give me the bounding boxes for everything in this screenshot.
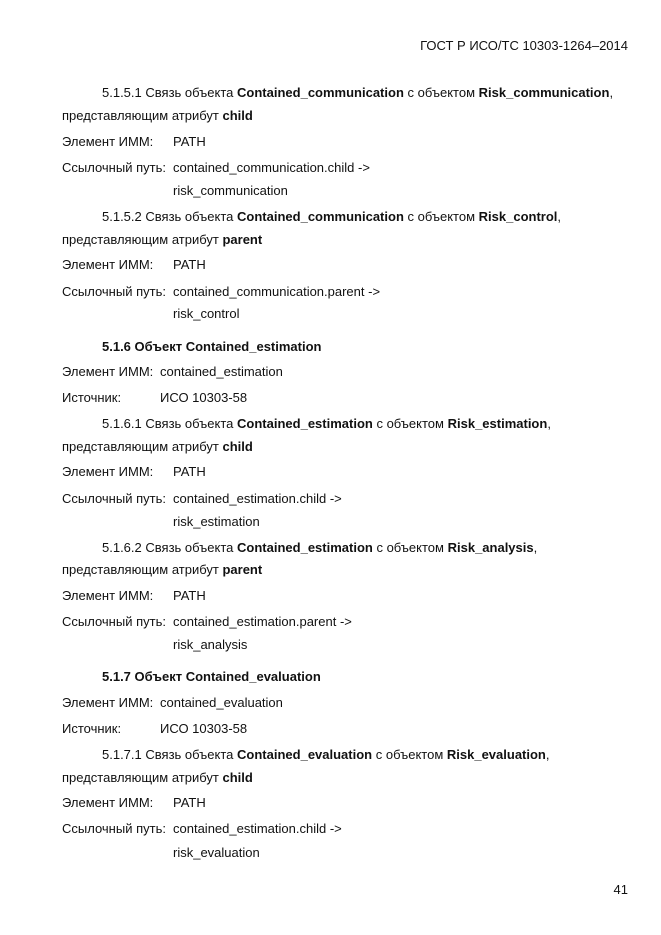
- reference-path-line-1: contained_communication.parent ->: [173, 284, 381, 299]
- reference-path-line-2: risk_estimation: [173, 514, 260, 529]
- arm-element-label: Элемент ИММ:: [62, 588, 154, 603]
- reference-path-line-2: risk_control: [173, 306, 240, 321]
- arm-element-label: Элемент ИММ:: [62, 464, 154, 479]
- reference-path-label: Ссылочный путь:: [62, 821, 166, 836]
- attribute-line: представляющим атрибут child: [62, 439, 253, 454]
- reference-path-line-2: risk_communication: [173, 183, 288, 198]
- arm-element-value: PATH: [173, 464, 206, 479]
- source-label: Источник:: [62, 721, 122, 736]
- arm-element-label: Элемент ИММ:: [62, 695, 154, 710]
- reference-path-label: Ссылочный путь:: [62, 614, 166, 629]
- attribute-line: представляющим атрибут parent: [62, 562, 263, 577]
- reference-path-line-1: contained_communication.child ->: [173, 160, 370, 175]
- document-code: ГОСТ Р ИСО/ТС 10303-1264–2014: [420, 38, 628, 53]
- clause-5-1-5-1: 5.1.5.1 Связь объекта Contained_communication с объектом Risk_communication,: [102, 85, 614, 100]
- reference-path-line-2: risk_analysis: [173, 637, 248, 652]
- reference-path-line-1: contained_estimation.parent ->: [173, 614, 352, 629]
- reference-path-label: Ссылочный путь:: [62, 491, 166, 506]
- source-value: ИСО 10303-58: [160, 390, 248, 405]
- reference-path-label: Ссылочный путь:: [62, 160, 166, 175]
- section-heading-5-1-7: 5.1.7 Объект Contained_evaluation: [102, 669, 321, 684]
- page-number: 41: [613, 882, 628, 897]
- source-value: ИСО 10303-58: [160, 721, 248, 736]
- attribute-line: представляющим атрибут child: [62, 770, 253, 785]
- reference-path-line-1: contained_estimation.child ->: [173, 491, 342, 506]
- arm-element-value: PATH: [173, 257, 206, 272]
- arm-element-value: PATH: [173, 134, 206, 149]
- arm-element-label: Элемент ИММ:: [62, 257, 154, 272]
- arm-element-value: PATH: [173, 795, 206, 810]
- arm-element-value: contained_evaluation: [160, 695, 283, 710]
- reference-path-label: Ссылочный путь:: [62, 284, 166, 299]
- clause-5-1-7-1: 5.1.7.1 Связь объекта Contained_evaluation с объектом Risk_evaluation,: [102, 747, 550, 762]
- arm-element-value: PATH: [173, 588, 206, 603]
- reference-path-line-2: risk_evaluation: [173, 845, 260, 860]
- arm-element-label: Элемент ИММ:: [62, 134, 154, 149]
- source-label: Источник:: [62, 390, 122, 405]
- arm-element-label: Элемент ИММ:: [62, 364, 154, 379]
- arm-element-value: contained_estimation: [160, 364, 283, 379]
- clause-5-1-5-2: 5.1.5.2 Связь объекта Contained_communication с объектом Risk_control,: [102, 209, 562, 224]
- section-heading-5-1-6: 5.1.6 Объект Contained_estimation: [102, 339, 322, 354]
- reference-path-line-1: contained_estimation.child ->: [173, 821, 342, 836]
- clause-5-1-6-1: 5.1.6.1 Связь объекта Contained_estimation с объектом Risk_estimation,: [102, 416, 551, 431]
- attribute-line: представляющим атрибут child: [62, 108, 253, 123]
- attribute-line: представляющим атрибут parent: [62, 232, 263, 247]
- clause-5-1-6-2: 5.1.6.2 Связь объекта Contained_estimation с объектом Risk_analysis,: [102, 540, 538, 555]
- arm-element-label: Элемент ИММ:: [62, 795, 154, 810]
